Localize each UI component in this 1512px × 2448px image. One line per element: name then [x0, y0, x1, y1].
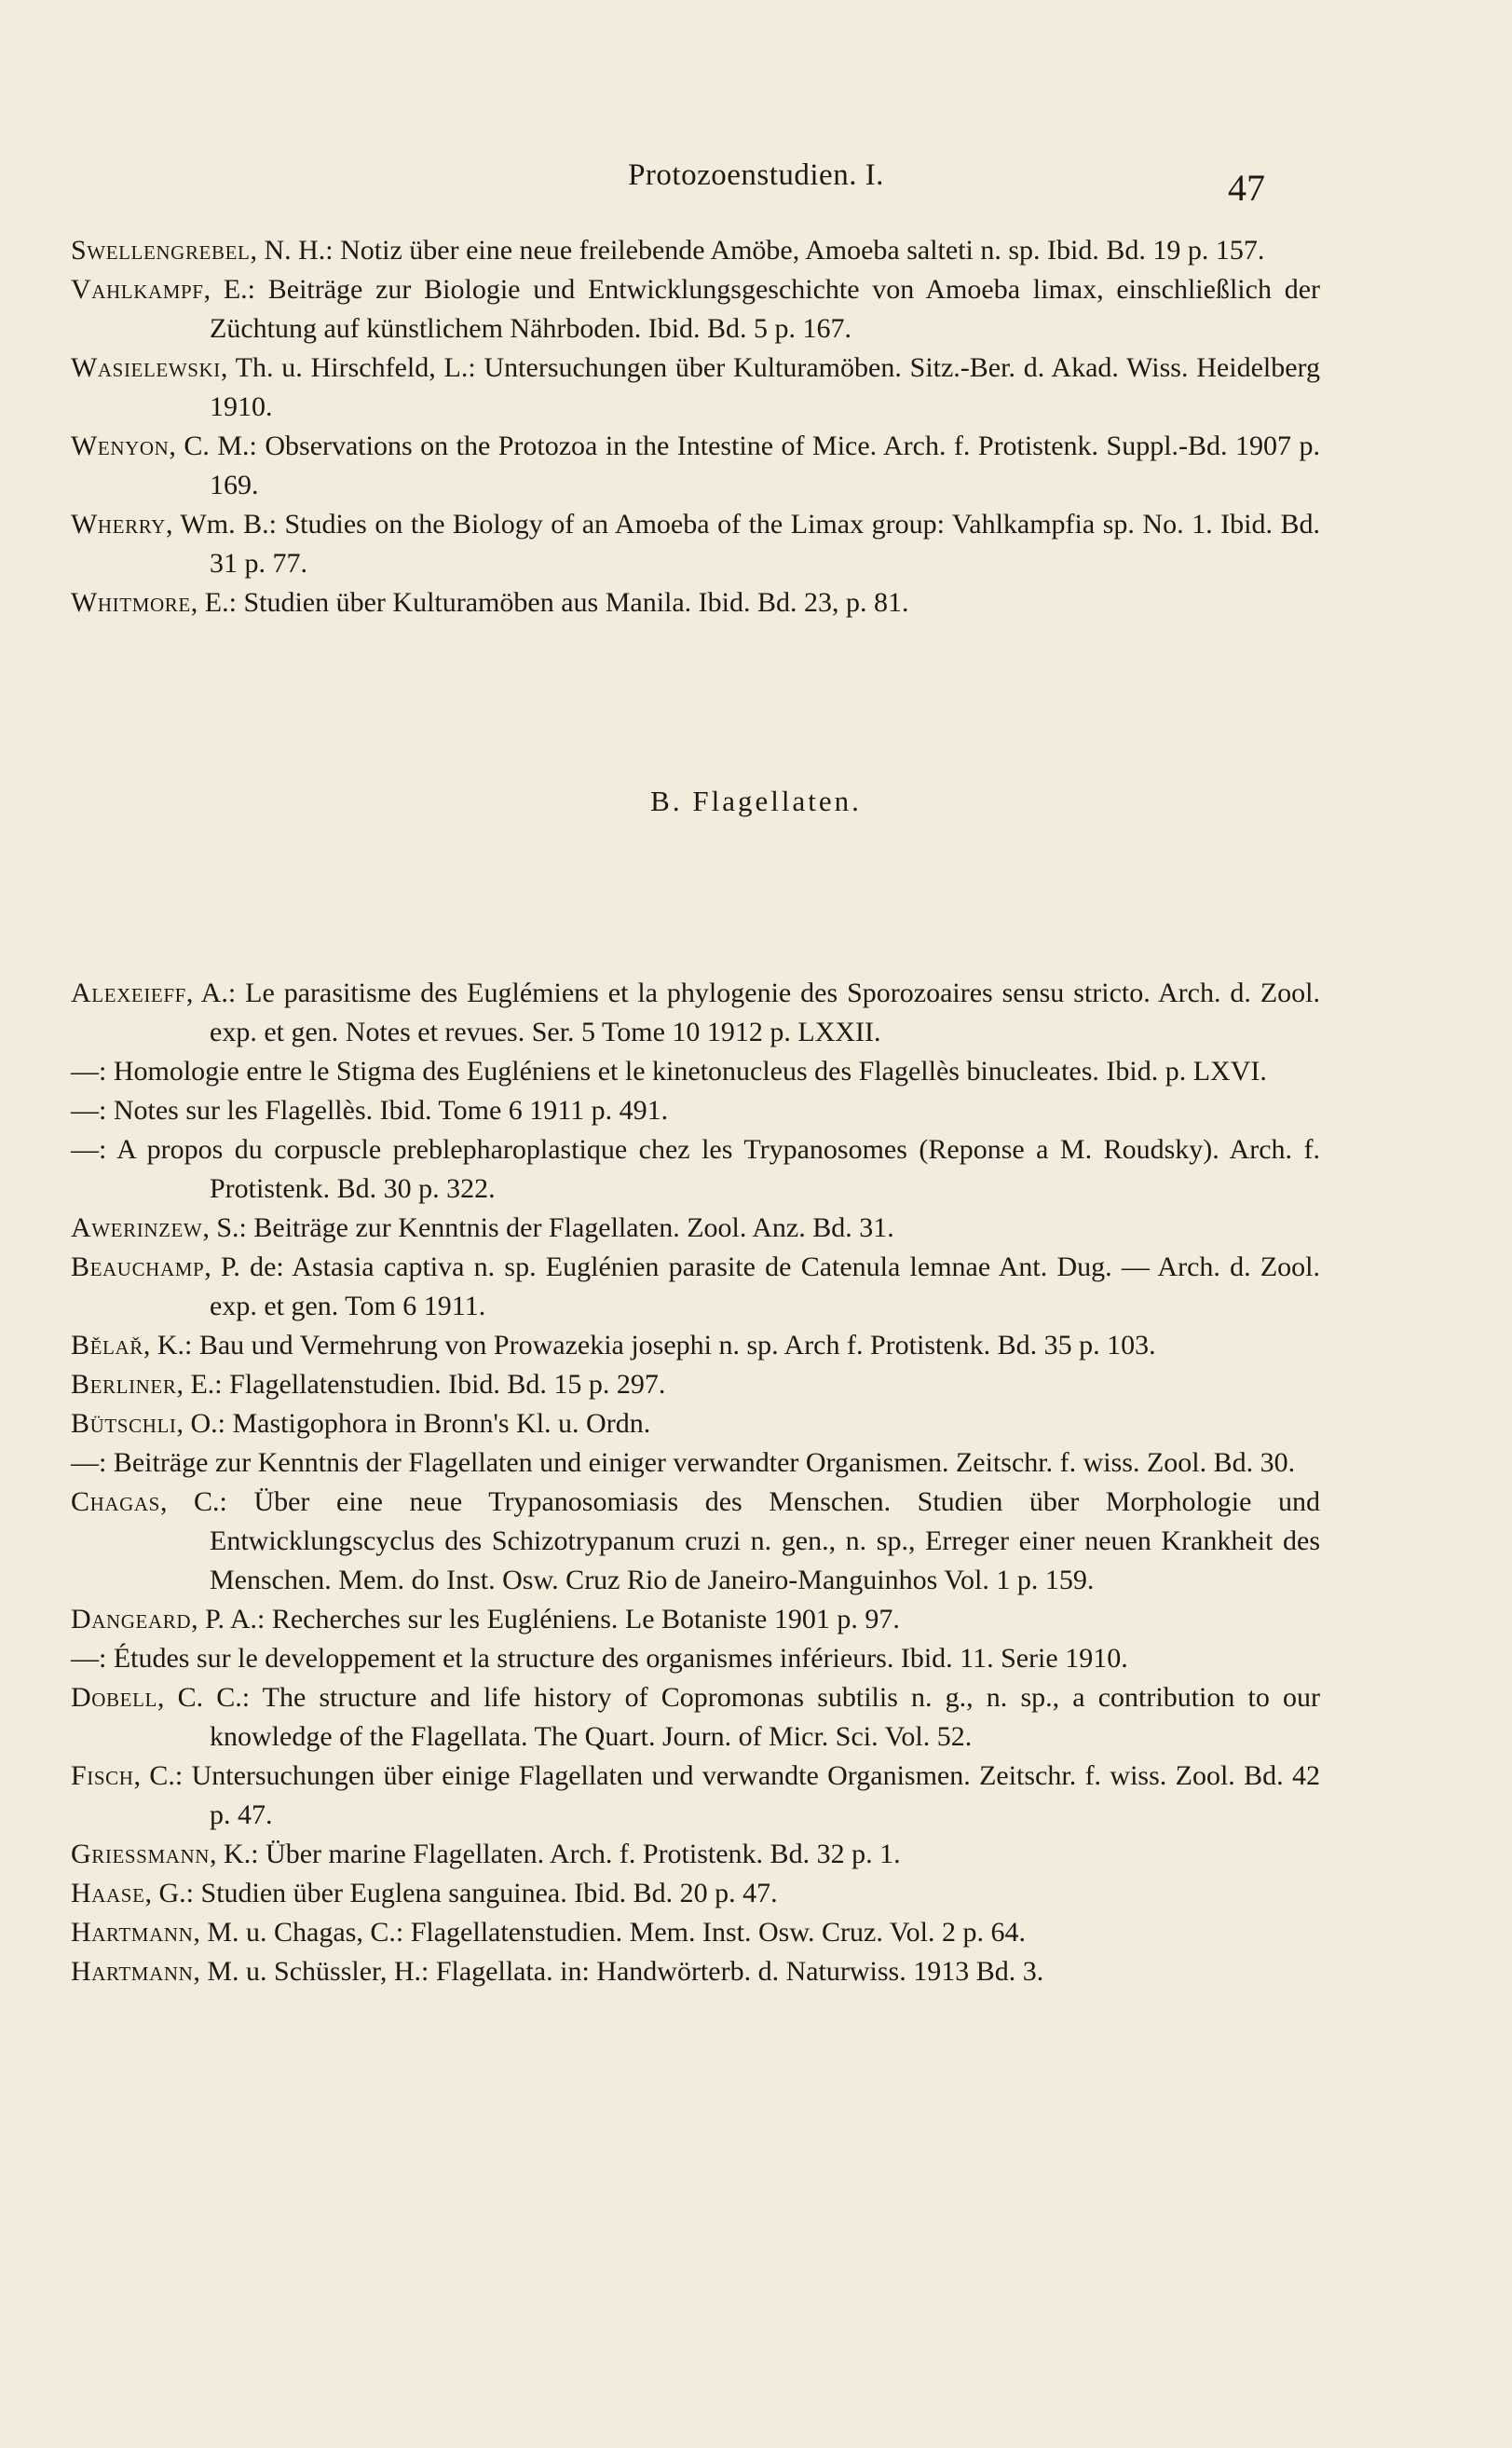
reference-author: Wasielewski [71, 352, 221, 383]
reference-text: , C. M.: Observations on the Protozoa in the Intestine of Mice. Arch. f. Protistenk. Suppl.-Bd. 1907 p. 169. [169, 431, 1320, 500]
reference-text: —: Notes sur les Flagellès. Ibid. Tome 6 1911 p. 491. [71, 1095, 669, 1126]
reference-text: , G.: Studien über Euglena sanguinea. Ibid. Bd. 20 p. 47. [144, 1878, 778, 1908]
reference-entry [71, 1209, 1320, 1248]
reference-entry [71, 349, 1320, 427]
reference-author: Haase [71, 1878, 145, 1908]
reference-text: , N. H.: Notiz über eine neue freilebende Amöbe, Amoeba salteti n. sp. Ibid. Bd. 19 p. 157. [250, 235, 1265, 266]
reference-author: Vahlkampf [71, 274, 204, 305]
reference-list-flagellates [0, 974, 1512, 1991]
reference-author: Hartmann [71, 1956, 194, 1987]
reference-author: Swellengrebel [71, 235, 251, 266]
reference-text: , K.: Über marine Flagellaten. Arch. f. Protistenk. Bd. 32 p. 1. [210, 1839, 901, 1869]
reference-entry [71, 1757, 1320, 1835]
reference-entry [71, 505, 1320, 583]
reference-author: Hartmann [71, 1917, 194, 1948]
reference-author: Griessmann [71, 1839, 211, 1869]
reference-author: Wherry [71, 509, 166, 540]
running-title: Protozoenstudien. I. [628, 158, 884, 192]
reference-entry [71, 1639, 1320, 1678]
reference-entry [71, 1326, 1320, 1365]
reference-text: , C.: Über eine neue Trypanosomiasis des Menschen. Studien über Morphologie und Entwicklungscyclus des Schizotrypanum cruzi n. gen., n. sp., Erreger einer neuen Krankheit des Menschen. Mem. do Inst. Osw. Cruz Rio de Janeiro-Manguinhos Vol. 1 p. 159. [159, 1486, 1320, 1595]
reference-entry [71, 231, 1320, 270]
reference-entry [71, 427, 1320, 505]
reference-text: , S.: Beiträge zur Kenntnis der Flagellaten. Zool. Anz. Bd. 31. [202, 1212, 894, 1243]
reference-text: , P. de: Astasia captiva n. sp. Euglénien parasite de Catenula lemnae Ant. Dug. — Arch. d. Zool. exp. et gen. Tom 6 1911. [204, 1251, 1320, 1321]
reference-entry [71, 1052, 1320, 1091]
reference-text: , K.: Bau und Vermehrung von Prowazekia josephi n. sp. Arch f. Protistenk. Bd. 35 p. 103. [143, 1330, 1156, 1361]
reference-entry [71, 1835, 1320, 1874]
reference-text: —: A propos du corpuscle preblepharoplastique chez les Trypanosomes (Reponse a M. Roudsky). Arch. f. Protistenk. Bd. 30 p. 322. [71, 1134, 1320, 1204]
reference-author: Bütschli [71, 1408, 177, 1439]
reference-author: Wenyon [71, 431, 170, 461]
reference-text: , C.: Untersuchungen über einige Flagellaten und verwandte Organismen. Zeitschr. f. wiss. Zool. Bd. 42 p. 47. [133, 1760, 1320, 1830]
reference-text: , Wm. B.: Studies on the Biology of an Amoeba of the Limax group: Vahlkampfia sp. No. 1. Ibid. Bd. 31 p. 77. [165, 509, 1320, 579]
reference-entry [71, 1600, 1320, 1639]
reference-entry [71, 1874, 1320, 1913]
reference-text: , O.: Mastigophora in Bronn's Kl. u. Ordn. [176, 1408, 651, 1439]
reference-entry [71, 1483, 1320, 1600]
reference-entry [71, 1404, 1320, 1443]
reference-entry [71, 974, 1320, 1052]
reference-text: , M. u. Schüssler, H.: Flagellata. in: Handwörterb. d. Naturwiss. 1913 Bd. 3. [193, 1956, 1044, 1987]
reference-text: , C. C.: The structure and life history of Copromonas subtilis n. g., n. sp., a contribution to our knowledge of the Flagellata. The Quart. Journ. of Micr. Sci. Vol. 52. [157, 1682, 1320, 1752]
reference-entry [71, 1130, 1320, 1209]
reference-author: Alexeieff [71, 978, 186, 1008]
reference-text: —: Études sur le developpement et la structure des organismes inférieurs. Ibid. 11. Serie 1910. [71, 1643, 1128, 1674]
reference-entry [71, 1678, 1320, 1757]
reference-text: —: Homologie entre le Stigma des Eugléniens et le kinetonucleus des Flagellès binucleates. Ibid. p. LXVI. [71, 1056, 1267, 1087]
reference-text: , E.: Flagellatenstudien. Ibid. Bd. 15 p. 297. [176, 1369, 666, 1400]
reference-author: Dangeard [71, 1604, 192, 1634]
reference-author: Whitmore [71, 587, 191, 618]
reference-entry [71, 1952, 1320, 1991]
reference-text: , Th. u. Hirschfeld, L.: Untersuchungen über Kulturamöben. Sitz.-Ber. d. Akad. Wiss. Heidelberg 1910. [210, 352, 1320, 422]
section-heading: B. Flagellaten. [650, 785, 862, 817]
reference-author: Bělař [71, 1330, 143, 1361]
reference-author: Berliner [71, 1369, 177, 1400]
reference-text: , E.: Beiträge zur Biologie und Entwicklungsgeschichte von Amoeba limax, einschließlich der Züchtung auf künstlichem Nährboden. Ibid. Bd. 5 p. 167. [203, 274, 1320, 344]
reference-entry [71, 1365, 1320, 1404]
reference-text: , M. u. Chagas, C.: Flagellatenstudien. Mem. Inst. Osw. Cruz. Vol. 2 p. 64. [193, 1917, 1026, 1948]
reference-author: Dobell [71, 1682, 157, 1713]
reference-author: Awerinzew [71, 1212, 203, 1243]
reference-text: , P. A.: Recherches sur les Eugléniens. Le Botaniste 1901 p. 97. [191, 1604, 900, 1634]
reference-author: Fisch [71, 1760, 134, 1791]
reference-text: , A.: Le parasitisme des Euglémiens et la phylogenie des Sporozoaires sensu stricto. Arch. d. Zool. exp. et gen. Notes et revues. Ser. 5 Tome 10 1912 p. LXXII. [185, 978, 1320, 1047]
reference-text: —: Beiträge zur Kenntnis der Flagellaten und einiger verwandter Organismen. Zeitschr. f. wiss. Zool. Bd. 30. [71, 1447, 1296, 1478]
page-number: 47 [1228, 167, 1265, 209]
reference-text: , E.: Studien über Kulturamöben aus Manila. Ibid. Bd. 23, p. 81. [190, 587, 909, 618]
reference-author: Chagas [71, 1486, 160, 1517]
reference-entry [71, 1913, 1320, 1952]
reference-entry [71, 1248, 1320, 1326]
reference-entry [71, 270, 1320, 349]
reference-entry [71, 1091, 1320, 1130]
reference-entry [71, 583, 1320, 622]
reference-list-amoebae [0, 231, 1512, 622]
reference-author: Beauchamp [71, 1251, 205, 1282]
reference-entry [71, 1443, 1320, 1483]
